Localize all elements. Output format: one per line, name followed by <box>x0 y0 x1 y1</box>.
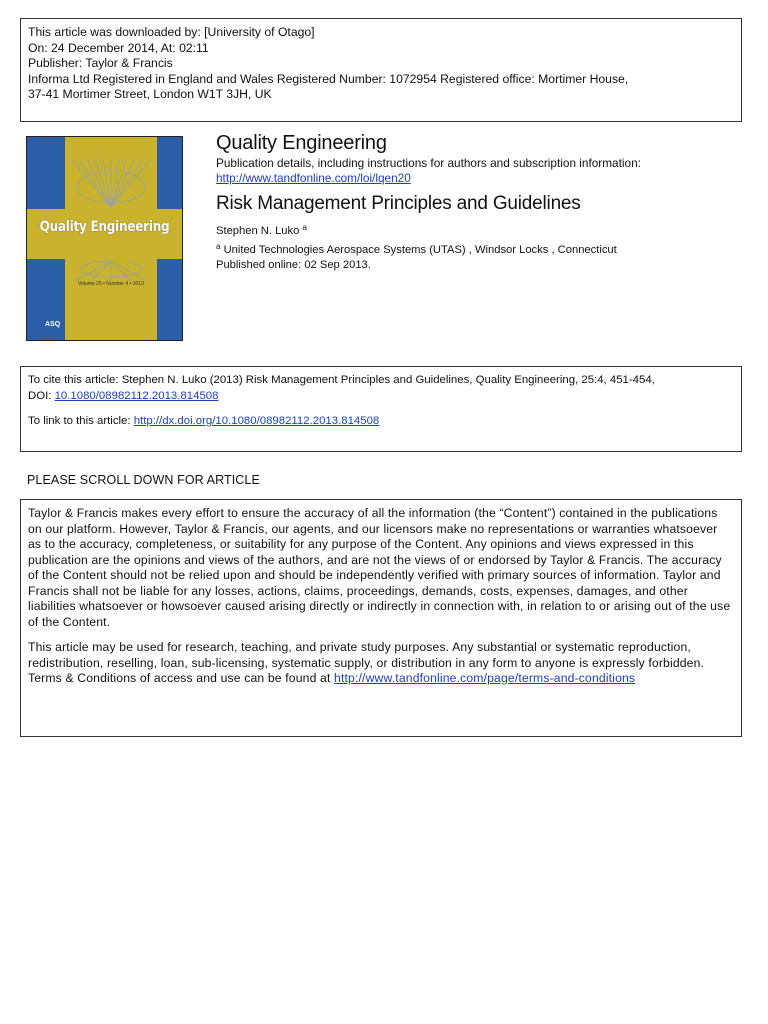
journal-title: Quality Engineering <box>216 132 387 154</box>
disclaimer-box <box>20 499 742 737</box>
doi-line <box>28 389 734 405</box>
download-notice-line: This article was downloaded by: [University of Otago] <box>28 25 315 39</box>
cover-pattern-top <box>65 157 157 207</box>
affiliation-text: United Technologies Aerospace Systems (UTAS) , Windsor Locks , Connecticut <box>223 244 617 256</box>
address-line: 37-41 Mortimer Street, London W1T 3JH, UK <box>28 87 272 101</box>
cover-title: Quality Engineering <box>39 219 170 235</box>
terms-conditions-link[interactable]: http://www.tandfonline.com/page/terms-and-conditions <box>334 671 636 685</box>
usage-terms-paragraph <box>28 640 734 687</box>
journal-url-link[interactable]: http://www.tandfonline.com/loi/lqen20 <box>216 171 411 185</box>
journal-cover-image <box>26 136 183 341</box>
affiliation-line <box>216 239 736 258</box>
article-permalink[interactable]: http://dx.doi.org/10.1080/08982112.2013.814508 <box>133 415 380 427</box>
scroll-down-notice: PLEASE SCROLL DOWN FOR ARTICLE <box>27 473 260 487</box>
download-date-line: On: 24 December 2014, At: 02:11 <box>28 40 209 55</box>
link-line <box>28 414 734 430</box>
download-notice-box <box>20 18 742 122</box>
doi-label: DOI: <box>28 389 55 402</box>
link-label: To link to this article: <box>28 415 134 427</box>
cover-logo: ASQ <box>45 321 61 328</box>
published-date: Published online: 02 Sep 2013. <box>216 259 371 271</box>
citation-text: To cite this article: Stephen N. Luko (2013) Risk Management Principles and Guidelines, Quality Engineering, 25:4, 451-454, <box>28 374 655 386</box>
usage-terms-text: This article may be used for research, teaching, and private study purposes. Any substantial or systematic reproduction, redistribution, reselling, loan, sub-licensing, systematic supply, or distribution in any form to anyone is expressly forbidden. Terms & Conditions of access and use can be found at <box>28 640 705 685</box>
cover-issue-strip: Volume 25 • Number 4 • 2013 <box>78 281 144 287</box>
disclaimer-paragraph: Taylor & Francis makes every effort to ensure the accuracy of all the information (the “Content”) contained in the publications on our platform. However, Taylor & Francis, our agents, and our licensors make no representations or warranties whatsoever as to the accuracy, completeness, or suitability for any purpose of the Content. Any opinions and views expressed in this publication are the opinions and views of the authors, and are not the views of or endorsed by Taylor & Francis. The accuracy of the Content should not be relied upon and should be independently verified with primary sources of information. Taylor and Francis shall not be liable for any losses, actions, claims, proceedings, demands, costs, expenses, damages, and other liabilities whatsoever or howsoever caused arising directly or indirectly in connection with, in relation to or arising out of the use of the Content. <box>28 506 731 629</box>
article-title: Risk Management Principles and Guidelines <box>216 193 581 214</box>
registration-line: Informa Ltd Registered in England and Wales Registered Number: 1072954 Registered office: Mortimer House, <box>28 71 629 86</box>
author-affiliation-marker: a <box>302 223 307 232</box>
author-name: Stephen N. Luko <box>216 225 300 237</box>
doi-link[interactable]: 10.1080/08982112.2013.814508 <box>54 389 219 402</box>
publisher-line: Publisher: Taylor & Francis <box>28 56 173 70</box>
publication-details: Publication details, including instructions for authors and subscription information: <box>216 156 641 170</box>
journal-url-line <box>216 171 736 186</box>
citation-box <box>20 366 742 452</box>
article-metadata <box>216 130 736 273</box>
author-line <box>216 220 736 239</box>
affiliation-marker: a <box>216 242 221 251</box>
